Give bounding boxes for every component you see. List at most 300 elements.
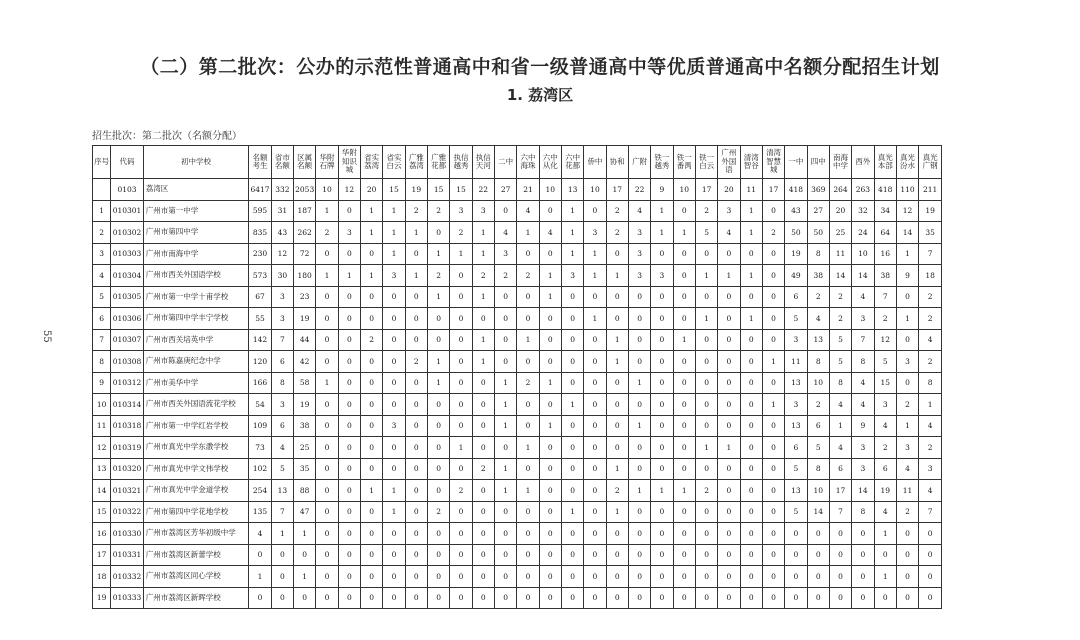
- table-cell: 010307: [111, 329, 143, 351]
- table-cell: 0: [427, 329, 449, 351]
- table-cell: 10: [807, 480, 829, 502]
- table-cell: 13: [807, 329, 829, 351]
- table-cell: 0: [405, 437, 427, 459]
- table-cell: 0: [651, 351, 673, 373]
- table-cell: 0: [740, 544, 762, 566]
- table-cell: 5: [829, 351, 851, 373]
- table-cell: 0: [427, 415, 449, 437]
- table-cell: 13: [561, 179, 583, 201]
- table-cell: 0: [762, 308, 784, 330]
- table-cell: 1: [896, 243, 918, 265]
- table-cell: 0: [539, 501, 561, 523]
- table-cell: 0: [383, 372, 405, 394]
- table-cell: 0: [584, 480, 606, 502]
- table-cell: 0: [338, 415, 360, 437]
- table-cell: 19: [919, 200, 942, 222]
- table-cell: 187: [294, 200, 316, 222]
- table-cell: 0: [762, 329, 784, 351]
- table-cell: 010330: [111, 523, 143, 545]
- table-cell: 0: [695, 544, 717, 566]
- table-cell: 1: [494, 394, 516, 416]
- table-cell: 0: [427, 394, 449, 416]
- table-cell: 1: [718, 437, 740, 459]
- table-cell: 0: [539, 587, 561, 609]
- table-cell: 102: [249, 458, 271, 480]
- table-cell: 0: [472, 566, 494, 588]
- table-cell: 0: [628, 544, 650, 566]
- table-cell: 11: [829, 243, 851, 265]
- table-cell: 135: [249, 501, 271, 523]
- table-cell: 19: [93, 587, 111, 609]
- table-row: [93, 394, 942, 416]
- table-cell: 010333: [111, 587, 143, 609]
- table-cell: 0: [383, 544, 405, 566]
- table-row: [93, 523, 942, 545]
- table-cell: 0: [472, 480, 494, 502]
- table-cell: 3: [896, 351, 918, 373]
- table-cell: 0: [718, 458, 740, 480]
- table-cell: 14: [896, 222, 918, 244]
- table-cell: 010312: [111, 372, 143, 394]
- table-cell: 0: [316, 394, 338, 416]
- table-cell: 4: [628, 200, 650, 222]
- table-cell: 0: [494, 587, 516, 609]
- table-cell: 3: [874, 394, 896, 416]
- table-cell: 3: [628, 222, 650, 244]
- table-cell: 0: [517, 243, 539, 265]
- table-cell: 0: [762, 501, 784, 523]
- table-cell: 4: [807, 308, 829, 330]
- table-cell: 1: [561, 501, 583, 523]
- table-cell: 64: [874, 222, 896, 244]
- table-cell: 0: [316, 458, 338, 480]
- table-cell: 8: [829, 372, 851, 394]
- table-cell: 0: [361, 394, 383, 416]
- table-cell: 0: [651, 437, 673, 459]
- table-cell: 0: [450, 587, 472, 609]
- table-cell: 0: [695, 566, 717, 588]
- table-cell: 0: [494, 501, 516, 523]
- table-cell: 2: [361, 329, 383, 351]
- table-cell: 4: [919, 329, 942, 351]
- table-cell: 3: [584, 222, 606, 244]
- table-cell: 19: [294, 394, 316, 416]
- school-name-cell: 广州市西关培英中学: [143, 329, 249, 351]
- batch-label: 招生批次：第二批次（名额分配）: [92, 131, 242, 142]
- table-cell: 1: [517, 480, 539, 502]
- table-cell: 0: [472, 415, 494, 437]
- table-cell: 2: [606, 480, 628, 502]
- table-cell: 1: [584, 308, 606, 330]
- table-cell: 3: [494, 243, 516, 265]
- table-cell: 11: [93, 415, 111, 437]
- table-cell: 0: [405, 523, 427, 545]
- table-cell: 0: [651, 544, 673, 566]
- table-cell: 35: [294, 458, 316, 480]
- table-cell: 0: [740, 501, 762, 523]
- table-cell: 1: [561, 222, 583, 244]
- table-cell: 0: [427, 523, 449, 545]
- table-cell: 14: [807, 501, 829, 523]
- column-header: 四中: [807, 146, 829, 179]
- table-cell: 4: [919, 415, 942, 437]
- school-name-cell: 广州市第四中学: [143, 222, 249, 244]
- table-cell: 0: [450, 458, 472, 480]
- table-cell: 254: [249, 480, 271, 502]
- table-cell: 0: [718, 501, 740, 523]
- table-cell: 010322: [111, 501, 143, 523]
- table-cell: 0: [271, 587, 293, 609]
- table-cell: 15: [450, 179, 472, 201]
- table-cell: 0: [361, 523, 383, 545]
- table-cell: 22: [628, 179, 650, 201]
- table-cell: 0: [628, 587, 650, 609]
- table-cell: 010306: [111, 308, 143, 330]
- table-cell: 0: [338, 437, 360, 459]
- table-cell: 11: [896, 480, 918, 502]
- table-cell: 15: [874, 372, 896, 394]
- table-cell: 0: [338, 308, 360, 330]
- table-cell: 2: [427, 501, 449, 523]
- table-cell: 1: [695, 265, 717, 287]
- table-cell: 0: [628, 566, 650, 588]
- table-cell: 6: [271, 415, 293, 437]
- table-cell: 4: [919, 480, 942, 502]
- table-cell: 16: [874, 243, 896, 265]
- table-cell: 0: [383, 523, 405, 545]
- table-cell: 0: [673, 394, 695, 416]
- table-cell: 0: [695, 501, 717, 523]
- table-cell: 6: [271, 351, 293, 373]
- table-cell: 2: [517, 265, 539, 287]
- table-cell: 12: [93, 437, 111, 459]
- school-name-cell: 广州市荔湾区新蕾学校: [143, 544, 249, 566]
- table-cell: 4: [539, 222, 561, 244]
- table-cell: 27: [494, 179, 516, 201]
- table-header-row: [93, 146, 942, 179]
- column-header: 南海中学: [829, 146, 851, 179]
- page-title: （二）第二批次：公办的示范性普通高中和省一级普通高中等优质普通高中名额分配招生计划: [140, 56, 940, 78]
- table-cell: 573: [249, 265, 271, 287]
- table-cell: 0: [740, 523, 762, 545]
- table-cell: 0: [361, 544, 383, 566]
- table-cell: 0: [561, 329, 583, 351]
- table-cell: 0: [539, 544, 561, 566]
- table-cell: 0: [405, 566, 427, 588]
- table-cell: 23: [294, 286, 316, 308]
- table-cell: 1: [673, 480, 695, 502]
- table-cell: 010304: [111, 265, 143, 287]
- table-cell: 0: [718, 415, 740, 437]
- table-cell: 0: [628, 286, 650, 308]
- table-row: [93, 480, 942, 502]
- school-name-cell: 广州市陈嘉庚纪念中学: [143, 351, 249, 373]
- table-cell: 0: [606, 415, 628, 437]
- table-cell: 010305: [111, 286, 143, 308]
- table-cell: 0: [584, 351, 606, 373]
- table-cell: 12: [338, 179, 360, 201]
- table-cell: 1: [651, 200, 673, 222]
- table-cell: 0: [405, 329, 427, 351]
- table-cell: 0: [383, 351, 405, 373]
- table-cell: 0: [517, 501, 539, 523]
- table-cell: 0: [584, 544, 606, 566]
- table-row: [93, 501, 942, 523]
- table-cell: 17: [762, 179, 784, 201]
- table-row: [93, 243, 942, 265]
- table-cell: 1: [673, 329, 695, 351]
- table-cell: 0: [718, 394, 740, 416]
- table-cell: 1: [494, 480, 516, 502]
- table-cell: 0: [517, 458, 539, 480]
- table-cell: 10: [673, 179, 695, 201]
- table-cell: 120: [249, 351, 271, 373]
- table-cell: 0: [517, 351, 539, 373]
- table-cell: 0: [450, 523, 472, 545]
- school-name-cell: 广州市第四中学丰宁学校: [143, 308, 249, 330]
- table-cell: 1: [628, 372, 650, 394]
- table-cell: 010332: [111, 566, 143, 588]
- table-cell: 15: [383, 179, 405, 201]
- table-cell: 0: [249, 544, 271, 566]
- table-cell: 0: [852, 544, 874, 566]
- table-cell: 0: [561, 458, 583, 480]
- table-cell: 2: [472, 265, 494, 287]
- table-cell: 19: [294, 308, 316, 330]
- table-cell: 0: [762, 437, 784, 459]
- table-cell: 0: [896, 286, 918, 308]
- table-cell: 7: [829, 501, 851, 523]
- table-cell: 0: [494, 351, 516, 373]
- school-name-cell: 广州市第一中学十甫学校: [143, 286, 249, 308]
- table-row: [93, 265, 942, 287]
- table-cell: 0103: [111, 179, 143, 201]
- table-cell: 7: [271, 329, 293, 351]
- table-cell: 1: [539, 265, 561, 287]
- table-cell: 1: [472, 351, 494, 373]
- table-cell: 1: [695, 308, 717, 330]
- table-cell: 0: [450, 286, 472, 308]
- table-cell: 0: [628, 308, 650, 330]
- table-cell: 0: [361, 351, 383, 373]
- table-cell: 1: [338, 265, 360, 287]
- table-cell: 3: [628, 243, 650, 265]
- table-cell: 1: [450, 437, 472, 459]
- table-cell: 0: [606, 523, 628, 545]
- table-cell: 0: [494, 544, 516, 566]
- table-cell: 0: [427, 308, 449, 330]
- table-row: [93, 329, 942, 351]
- table-cell: 0: [494, 200, 516, 222]
- table-cell: 1: [539, 286, 561, 308]
- table-cell: 0: [807, 587, 829, 609]
- table-cell: 0: [718, 372, 740, 394]
- table-cell: 1: [740, 308, 762, 330]
- table-cell: 3: [852, 437, 874, 459]
- table-cell: 14: [93, 480, 111, 502]
- table-cell: 2: [896, 394, 918, 416]
- table-cell: 1: [472, 329, 494, 351]
- table-row: [93, 415, 942, 437]
- table-cell: 2: [450, 480, 472, 502]
- table-cell: 9: [93, 372, 111, 394]
- table-cell: 10: [852, 243, 874, 265]
- table-cell: 010302: [111, 222, 143, 244]
- table-cell: 0: [673, 308, 695, 330]
- table-cell: 1: [718, 265, 740, 287]
- table-cell: 21: [517, 179, 539, 201]
- school-name-cell: 广州市荔湾区芳华初级中学: [143, 523, 249, 545]
- table-cell: 0: [718, 544, 740, 566]
- table-cell: 7: [93, 329, 111, 351]
- table-cell: 0: [852, 523, 874, 545]
- table-cell: 0: [740, 394, 762, 416]
- table-cell: 0: [517, 394, 539, 416]
- table-cell: 0: [762, 544, 784, 566]
- column-header: 真光广钢: [919, 146, 942, 179]
- table-cell: 0: [517, 415, 539, 437]
- table-cell: 0: [919, 566, 942, 588]
- table-cell: 4: [874, 501, 896, 523]
- table-cell: 0: [472, 437, 494, 459]
- table-cell: 13: [785, 480, 807, 502]
- table-cell: 1: [517, 437, 539, 459]
- table-cell: 1: [383, 222, 405, 244]
- table-cell: 0: [472, 501, 494, 523]
- table-cell: 1: [361, 480, 383, 502]
- table-cell: 1: [561, 243, 583, 265]
- column-header: 六中从化: [539, 146, 561, 179]
- table-cell: 0: [762, 480, 784, 502]
- column-header: 华附石牌: [316, 146, 338, 179]
- table-cell: 0: [740, 372, 762, 394]
- table-cell: 0: [561, 415, 583, 437]
- table-cell: 3: [628, 265, 650, 287]
- school-name-cell: 广州市南海中学: [143, 243, 249, 265]
- table-cell: 4: [852, 286, 874, 308]
- table-cell: 0: [539, 200, 561, 222]
- table-cell: 1: [606, 458, 628, 480]
- table-cell: 1: [896, 308, 918, 330]
- table-cell: 0: [896, 329, 918, 351]
- table-cell: 0: [561, 480, 583, 502]
- table-cell: 3: [718, 200, 740, 222]
- column-header: 广雅花都: [427, 146, 449, 179]
- table-cell: 5: [807, 437, 829, 459]
- table-cell: 0: [338, 587, 360, 609]
- table-cell: 0: [762, 587, 784, 609]
- table-cell: 0: [517, 286, 539, 308]
- table-cell: 1: [405, 222, 427, 244]
- table-cell: 5: [874, 351, 896, 373]
- table-cell: 0: [338, 458, 360, 480]
- table-cell: 34: [874, 200, 896, 222]
- table-cell: 2: [919, 351, 942, 373]
- table-cell: 47: [294, 501, 316, 523]
- table-cell: 0: [673, 458, 695, 480]
- table-cell: 1: [584, 265, 606, 287]
- table-cell: 0: [450, 544, 472, 566]
- table-cell: 1: [294, 566, 316, 588]
- table-cell: 0: [762, 372, 784, 394]
- table-cell: 2: [896, 501, 918, 523]
- table-cell: 0: [896, 372, 918, 394]
- table-cell: 1: [249, 566, 271, 588]
- table-cell: 0: [695, 286, 717, 308]
- table-cell: 2: [807, 394, 829, 416]
- table-cell: 0: [762, 458, 784, 480]
- table-cell: 6: [93, 308, 111, 330]
- table-cell: 0: [405, 501, 427, 523]
- table-row: [93, 222, 942, 244]
- table-cell: 0: [450, 566, 472, 588]
- table-cell: 3: [338, 222, 360, 244]
- table-cell: 0: [829, 566, 851, 588]
- table-cell: 2: [316, 222, 338, 244]
- table-cell: 0: [673, 415, 695, 437]
- table-cell: 0: [539, 243, 561, 265]
- table-cell: 0: [427, 222, 449, 244]
- column-header: 铁一越秀: [651, 146, 673, 179]
- table-cell: 55: [249, 308, 271, 330]
- table-cell: 0: [740, 351, 762, 373]
- table-cell: 0: [740, 587, 762, 609]
- table-cell: 20: [361, 179, 383, 201]
- table-cell: 0: [673, 544, 695, 566]
- table-cell: 010318: [111, 415, 143, 437]
- table-cell: 12: [896, 200, 918, 222]
- table-cell: 0: [584, 372, 606, 394]
- table-cell: 1: [539, 372, 561, 394]
- table-cell: 1: [740, 222, 762, 244]
- allocation-table: [92, 145, 942, 609]
- table-cell: 010320: [111, 458, 143, 480]
- table-cell: 0: [740, 437, 762, 459]
- table-cell: 0: [405, 286, 427, 308]
- column-header: 名额考生: [249, 146, 271, 179]
- table-cell: 1: [294, 523, 316, 545]
- table-cell: 0: [338, 372, 360, 394]
- table-cell: 8: [807, 458, 829, 480]
- table-cell: 110: [896, 179, 918, 201]
- table-cell: 0: [718, 308, 740, 330]
- table-cell: 0: [383, 566, 405, 588]
- table-cell: 88: [294, 480, 316, 502]
- table-cell: 0: [740, 286, 762, 308]
- table-cell: 0: [874, 544, 896, 566]
- table-cell: 2: [807, 286, 829, 308]
- column-header: 区属名额: [294, 146, 316, 179]
- school-name-cell: 广州市荔湾区新晖学校: [143, 587, 249, 609]
- table-cell: 2: [517, 372, 539, 394]
- table-cell: 43: [271, 222, 293, 244]
- table-cell: 0: [316, 437, 338, 459]
- table-cell: 0: [427, 587, 449, 609]
- table-cell: 5: [829, 329, 851, 351]
- table-cell: 0: [651, 458, 673, 480]
- table-cell: 12: [874, 329, 896, 351]
- table-cell: 0: [249, 587, 271, 609]
- table-cell: 0: [673, 587, 695, 609]
- school-name-cell: 广州市真光中学金道学校: [143, 480, 249, 502]
- table-cell: 1: [361, 222, 383, 244]
- table-cell: 24: [852, 222, 874, 244]
- table-cell: 0: [383, 329, 405, 351]
- table-cell: 4: [271, 437, 293, 459]
- table-cell: 31: [271, 200, 293, 222]
- table-cell: 1: [606, 351, 628, 373]
- table-cell: 0: [316, 308, 338, 330]
